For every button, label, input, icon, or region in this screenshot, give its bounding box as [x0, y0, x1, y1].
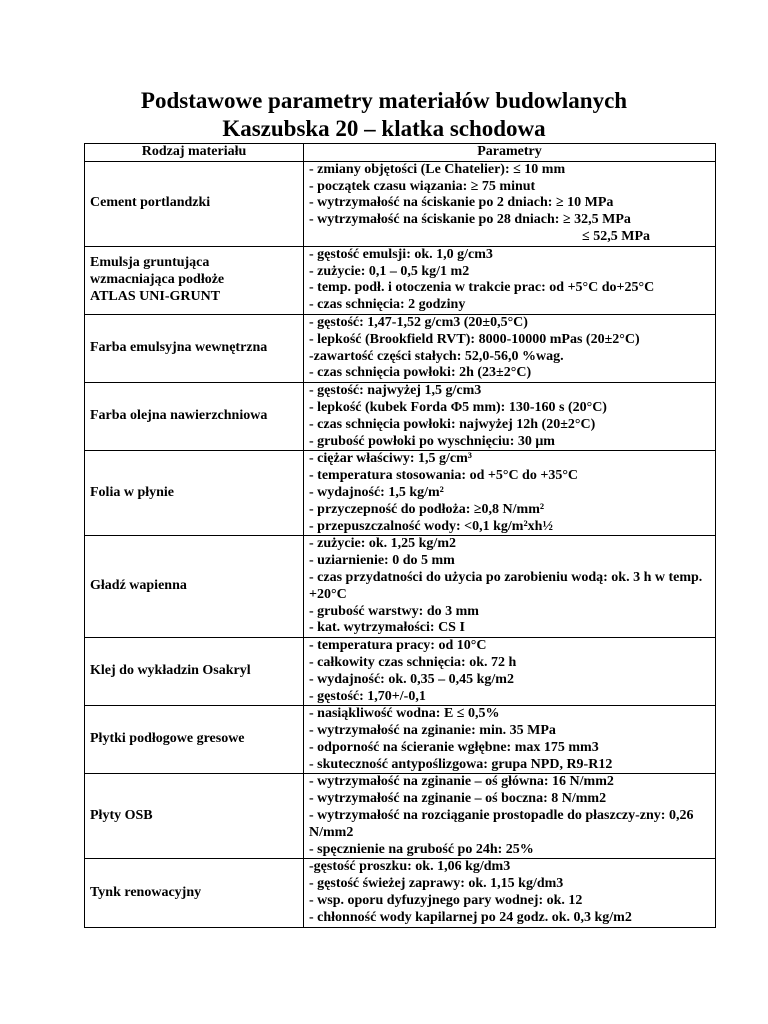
parameter-line: - gęstość emulsji: ok. 1,0 g/cm3 [309, 246, 493, 262]
parameter-line: - wsp. oporu dyfuzyjnego pary wodnej: ok. 12 [309, 893, 583, 909]
table-row [85, 383, 716, 451]
table-row [85, 774, 716, 859]
parameters-cell [304, 859, 716, 927]
parameter-line: - skuteczność antypoślizgowa: grupa NPD, R9-R12 [309, 756, 613, 772]
parameter-line: ≤ 52,5 MPa [582, 228, 650, 244]
material-name: Emulsja gruntująca [90, 255, 210, 271]
parameter-line: - odporność na ścieranie wgłębne: max 175 mm3 [309, 739, 599, 755]
table-row [85, 161, 716, 246]
parameter-line: - zużycie: ok. 1,25 kg/m2 [309, 536, 456, 552]
parameter-line: - początek czasu wiązania: ≥ 75 minut [309, 178, 536, 194]
parameter-line: - ciężar właściwy: 1,5 g/cm³ [309, 451, 472, 467]
parameter-line: - kat. wytrzymałości: CS I [309, 620, 465, 636]
parameters-cell [304, 774, 716, 859]
parameter-line: - gęstość: najwyżej 1,5 g/cm3 [309, 383, 482, 399]
parameters-cell [304, 383, 716, 451]
material-cell [85, 246, 304, 314]
table-row [85, 638, 716, 706]
parameter-line: - wydajność: ok. 0,35 – 0,45 kg/m2 [309, 671, 514, 687]
parameter-line: - temperatura stosowania: od +5°C do +35°C [309, 468, 579, 484]
title-line-2: Kaszubska 20 – klatka schodowa [222, 116, 546, 141]
parameter-line: - nasiąkliwość wodna: E ≤ 0,5% [309, 706, 500, 722]
table-row [85, 314, 716, 382]
table-row [85, 706, 716, 774]
parameter-line: - temp. podł. i otoczenia w trakcie prac: od +5°C do+25°C [309, 280, 655, 296]
header-material: Rodzaj materiału [85, 144, 304, 162]
material-cell [85, 638, 304, 706]
table-header-row [85, 144, 716, 162]
material-name: Płytki podłogowe gresowe [90, 731, 245, 747]
parameter-line: - wytrzymałość na zginanie – oś główna: 16 N/mm2 [309, 774, 614, 790]
table-row [85, 536, 716, 638]
material-cell [85, 706, 304, 774]
parameter-line: - chłonność wody kapilarnej po 24 godz. ok. 0,3 kg/m2 [309, 909, 632, 925]
material-name: Tynk renowacyjny [90, 884, 202, 900]
parameter-line: - przepuszczalność wody: <0,1 kg/m²xh½ [309, 518, 553, 534]
parameter-line: - wytrzymałość na zginanie – oś boczna: 8 N/mm2 [309, 791, 607, 807]
parameter-line: - przyczepność do podłoża: ≥0,8 N/mm² [309, 501, 545, 517]
material-cell [85, 383, 304, 451]
parameter-line: - czas schnięcia: 2 godziny [309, 297, 466, 313]
parameter-line: - gęstość: 1,47-1,52 g/cm3 (20±0,5°C) [309, 314, 528, 330]
parameter-line: - wydajność: 1,5 kg/m² [309, 484, 444, 500]
parameter-line: - wytrzymałość na rozciąganie prostopadle do płaszczy-zny: 0,26 N/mm2 [309, 808, 694, 840]
material-cell [85, 536, 304, 638]
material-name: Cement portlandzki [90, 195, 211, 211]
title-line-1: Podstawowe parametry materiałów budowlanych [140, 88, 628, 113]
material-name: Farba olejna nawierzchniowa [90, 408, 268, 424]
material-name: Płyty OSB [90, 808, 153, 824]
parameter-line: - całkowity czas schnięcia: ok. 72 h [309, 654, 517, 670]
parameter-line: - grubość powłoki po wyschnięciu: 30 μm [309, 433, 555, 449]
parameter-line: - zmiany objętości (Le Chatelier): ≤ 10 mm [309, 161, 566, 177]
parameter-line: - wytrzymałość na ściskanie po 28 dniach: ≥ 32,5 MPa [309, 212, 631, 228]
parameter-line: - grubość warstwy: do 3 mm [309, 603, 479, 619]
parameter-line: - gęstość: 1,70+/-0,1 [309, 688, 426, 704]
parameters-cell [304, 706, 716, 774]
parameter-line: - lepkość (kubek Forda Φ5 mm): 130-160 s (20°C) [309, 399, 607, 415]
material-cell [85, 774, 304, 859]
table-row [85, 859, 716, 927]
material-name: Farba emulsyjna wewnętrzna [90, 340, 268, 356]
material-name: Gładź wapienna [90, 578, 187, 594]
parameter-line: - wytrzymałość na ściskanie po 2 dniach: ≥ 10 MPa [309, 195, 614, 211]
document-title [84, 87, 684, 143]
parameters-cell [304, 638, 716, 706]
material-cell [85, 314, 304, 382]
parameter-line: - temperatura pracy: od 10°C [309, 638, 487, 654]
parameters-cell [304, 246, 716, 314]
parameter-line: - czas schnięcia powłoki: najwyżej 12h (20±2°C) [309, 416, 596, 432]
parameter-line: -zawartość części stałych: 52,0-56,0 %wag. [309, 348, 564, 364]
parameters-cell [304, 451, 716, 536]
parameter-line: - uziarnienie: 0 do 5 mm [309, 553, 455, 569]
material-name: Klej do wykładzin Osakryl [90, 663, 251, 679]
table-row [85, 451, 716, 536]
parameter-line: - lepkość (Brookfield RVT): 8000-10000 mPas (20±2°C) [309, 331, 640, 347]
parameter-line: - wytrzymałość na zginanie: min. 35 MPa [309, 723, 556, 739]
parameters-cell [304, 314, 716, 382]
parameter-line: - gęstość świeżej zaprawy: ok. 1,15 kg/dm3 [309, 876, 564, 892]
header-parameters: Parametry [304, 144, 716, 162]
parameter-line: -gęstość proszku: ok. 1,06 kg/dm3 [309, 859, 511, 875]
parameter-line: - zużycie: 0,1 – 0,5 kg/1 m2 [309, 263, 470, 279]
material-name: wzmacniająca podłoże [90, 271, 225, 287]
material-name: ATLAS UNI-GRUNT [90, 288, 221, 304]
parameter-line: - czas schnięcia powłoki: 2h (23±2°C) [309, 365, 532, 381]
material-cell [85, 451, 304, 536]
parameters-table [84, 143, 716, 928]
parameter-line: - spęcznienie na grubość po 24h: 25% [309, 841, 534, 857]
parameter-line: - czas przydatności do użycia po zarobieniu wodą: ok. 3 h w temp. +20°C [309, 569, 703, 602]
material-cell [85, 161, 304, 246]
parameters-cell [304, 536, 716, 638]
material-cell [85, 859, 304, 927]
material-name: Folia w płynie [90, 484, 175, 500]
table-row [85, 246, 716, 314]
parameters-cell [304, 161, 716, 246]
